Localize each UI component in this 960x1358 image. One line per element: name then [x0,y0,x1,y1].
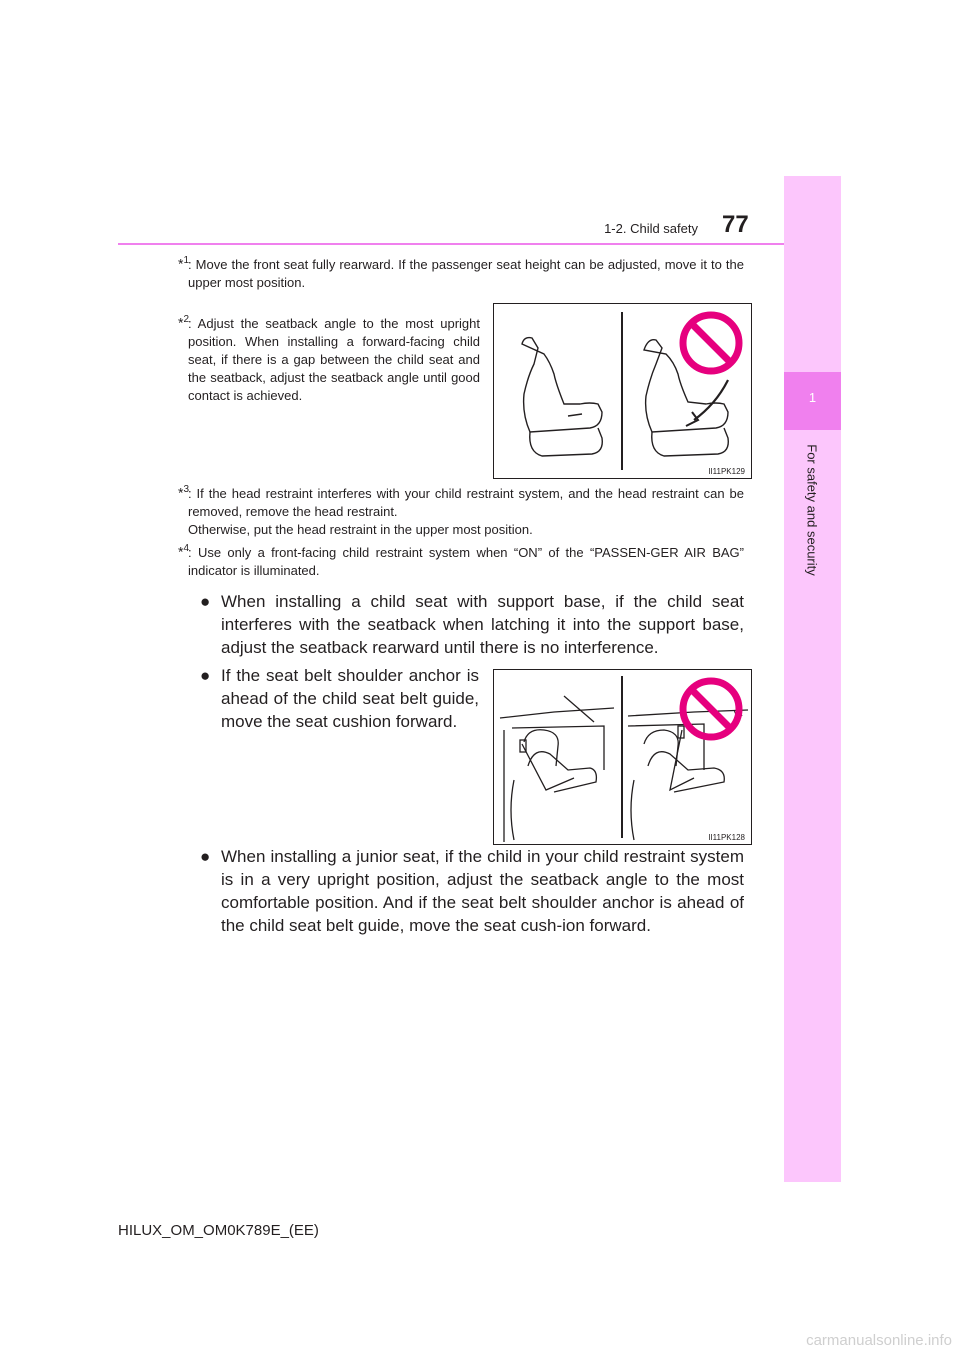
footnote-1 [178,255,744,292]
bullet-text: If the seat belt shoulder anchor is ahead of the child seat belt guide, move the seat cushion forward. [221,666,479,731]
watermark: carmanualsonline.info [806,1332,952,1349]
figure-code: II11PK129 [708,467,745,476]
footnote-mark: *$^4$ [178,543,190,560]
chapter-tab[interactable] [784,372,841,430]
bullet-icon: ● [200,847,211,866]
bullet-text: When installing a junior seat, if the child in your child restraint system is in a very upright position, adjust the seatback angle to the most comfortable position. And if the seat belt shoulder anchor is ahead of the child seat belt guide, move the seat cush-ion forward. [221,847,744,935]
footnote-mark: *$^1$ [178,255,190,272]
chapter-label: For safety and security [804,444,820,576]
seatback-angle-figure [493,303,752,479]
chapter-sidebar [784,176,841,1182]
footnote-text: : Use only a front-facing child restraint system when “ON” of the “PASSEN-GER AIR BAG” indicator is illuminated. [188,545,744,578]
footnote-text-continued: Otherwise, put the head restraint in the upper most position. [188,522,533,537]
bullet-icon: ● [200,666,211,685]
shoulder-anchor-figure [493,669,752,845]
footnote-mark: *$^2$ [178,314,190,331]
footnote-4 [178,543,744,580]
bullet-icon: ● [200,592,211,611]
footnote-3 [178,484,744,539]
header-divider [118,243,784,245]
figure-code: II11PK128 [708,833,745,842]
footnote-text: : Move the front seat fully rearward. If the passenger seat height can be adjusted, move it to the upper most position. [188,257,744,290]
bullet-item [200,590,744,659]
bullet-item [200,664,479,733]
section-title: 1-2. Child safety [604,221,698,236]
prohibition-icon [678,676,744,742]
chapter-number: 1 [808,390,817,405]
footnote-text: : Adjust the seatback angle to the most upright position. When installing a forward-facing child seat, if there is a gap between the child seat and the seatback, adjust the seatback angle until good contact is achieved. [188,316,480,403]
prohibition-icon [678,310,744,376]
bullet-text: When installing a child seat with support base, if the child seat interferes with the seatback when latching it into the support base, adjust the seatback rearward until there is no interference. [221,592,744,657]
bullet-item [200,845,744,937]
footnote-mark: *$^3$ [178,484,190,501]
footnote-text: : If the head restraint interferes with your child restraint system, and the head restraint can be removed, remove the head restraint. [188,486,744,519]
footnote-2 [178,314,480,405]
document-footer: HILUX_OM_OM0K789E_(EE) [118,1222,319,1239]
page-number: 77 [722,211,749,238]
